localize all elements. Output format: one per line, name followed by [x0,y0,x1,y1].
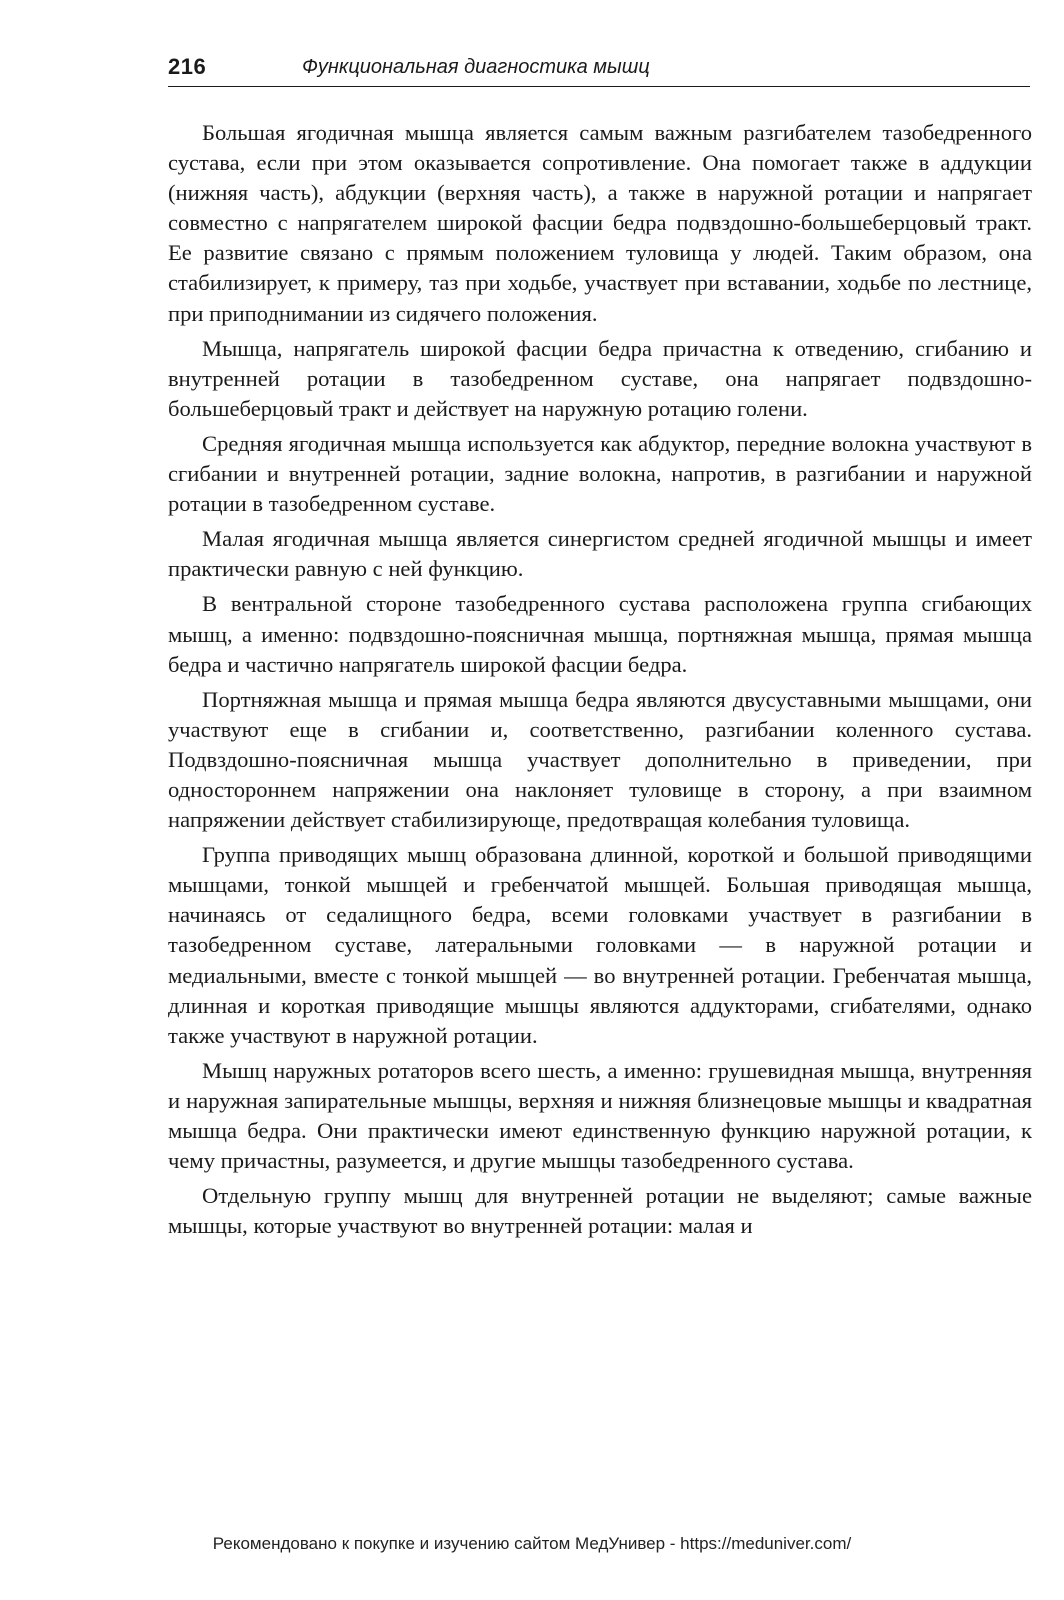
running-title: Функциональная диагностика мышц [302,56,650,78]
paragraph: Мышц наружных ротаторов всего шесть, а именно: грушевидная мышца, внутренняя и наружная запирательные мышцы, верхняя и нижняя близнецовые мышцы и квадратная мышца бедра. Они практически имеют единственную функцию наружной ротации, к чему причастны, разумеется, и другие мышцы тазобедренного сустава. [168,1057,1032,1174]
footer-note: Рекомендовано к покупке и изучению сайтом МедУнивер - https://meduniver.com/ [212,1534,852,1553]
paragraph: В вентральной стороне тазобедренного сустава расположена группа сгибающих мышц, а именно: подвздошно-поясничная мышца, портняжная мышца, прямая мышца бедра и частично напрягатель широкой фасции бедра. [168,591,1032,677]
paragraph: Портняжная мышца и прямая мышца бедра являются двусуставными мышцами, они участвуют еще в сгибании и, соответственно, разгибании коленного сустава. Подвздошно-поясничная мышца участвует дополнительно в приведении, при одностороннем напряжении она наклоняет туловище в сторону, а при взаимном напряжении действует стабилизирующе, предотвращая колебания туловища. [168,686,1032,833]
paragraph: Средняя ягодичная мышца используется как абдуктор, передние волокна участвуют в сгибании и внутренней ротации, задние волокна, напротив, в разгибании и наружной ротации в тазобедренном суставе. [168,430,1032,517]
page-number: 216 [168,54,207,79]
paragraph: Большая ягодичная мышца является самым важным разгибателем тазобедренного сустава, если при этом оказывается сопротивление. Она помогает также в аддукции (нижняя часть), абдукции (верхняя часть), а также в наружной ротации и напрягает совместно с напрягателем широкой фасции бедра подвздошно-большеберцовый тракт. Ее развитие связано с прямым положением туловища у людей. Таким образом, она стабилизирует, к примеру, таз при ходьбе, участвует при вставании, ходьбе по лестнице, при приподнимании из сидячего положения. [168,120,1032,326]
page-header [168,52,1030,87]
paragraph: Группа приводящих мышц образована длинной, короткой и большой приводящими мышцами, тонкой мышцей и гребенчатой мышцей. Большая приводящая мышца, начинаясь от седалищного бедра, всеми головками участвует в разгибании в тазобедренном суставе, латеральными головками — в наружной ротации и медиальными, вместе с тонкой мышцей — во внутренней ротации. Гребенчатая мышца, длинная и короткая приводящие мышцы являются аддукторами, сгибателями, однако также участвуют в наружной ротации. [168,842,1032,1048]
paragraph: Отдельную группу мышц для внутренней ротации не выделяют; самые важные мышцы, которые участвуют во внутренней ротации: малая и [168,1183,1032,1239]
paragraph: Малая ягодичная мышца является синергистом средней ягодичной мышцы и имеет практически равную с ней функцию. [168,526,1032,582]
body-text [168,118,1032,1246]
paragraph: Мышца, напрягатель широкой фасции бедра причастна к отведению, сгибанию и внутренней ротации в тазобедренном суставе, она напрягает подвздошно-большеберцовый тракт и действует на наружную ротацию голени. [168,335,1032,421]
